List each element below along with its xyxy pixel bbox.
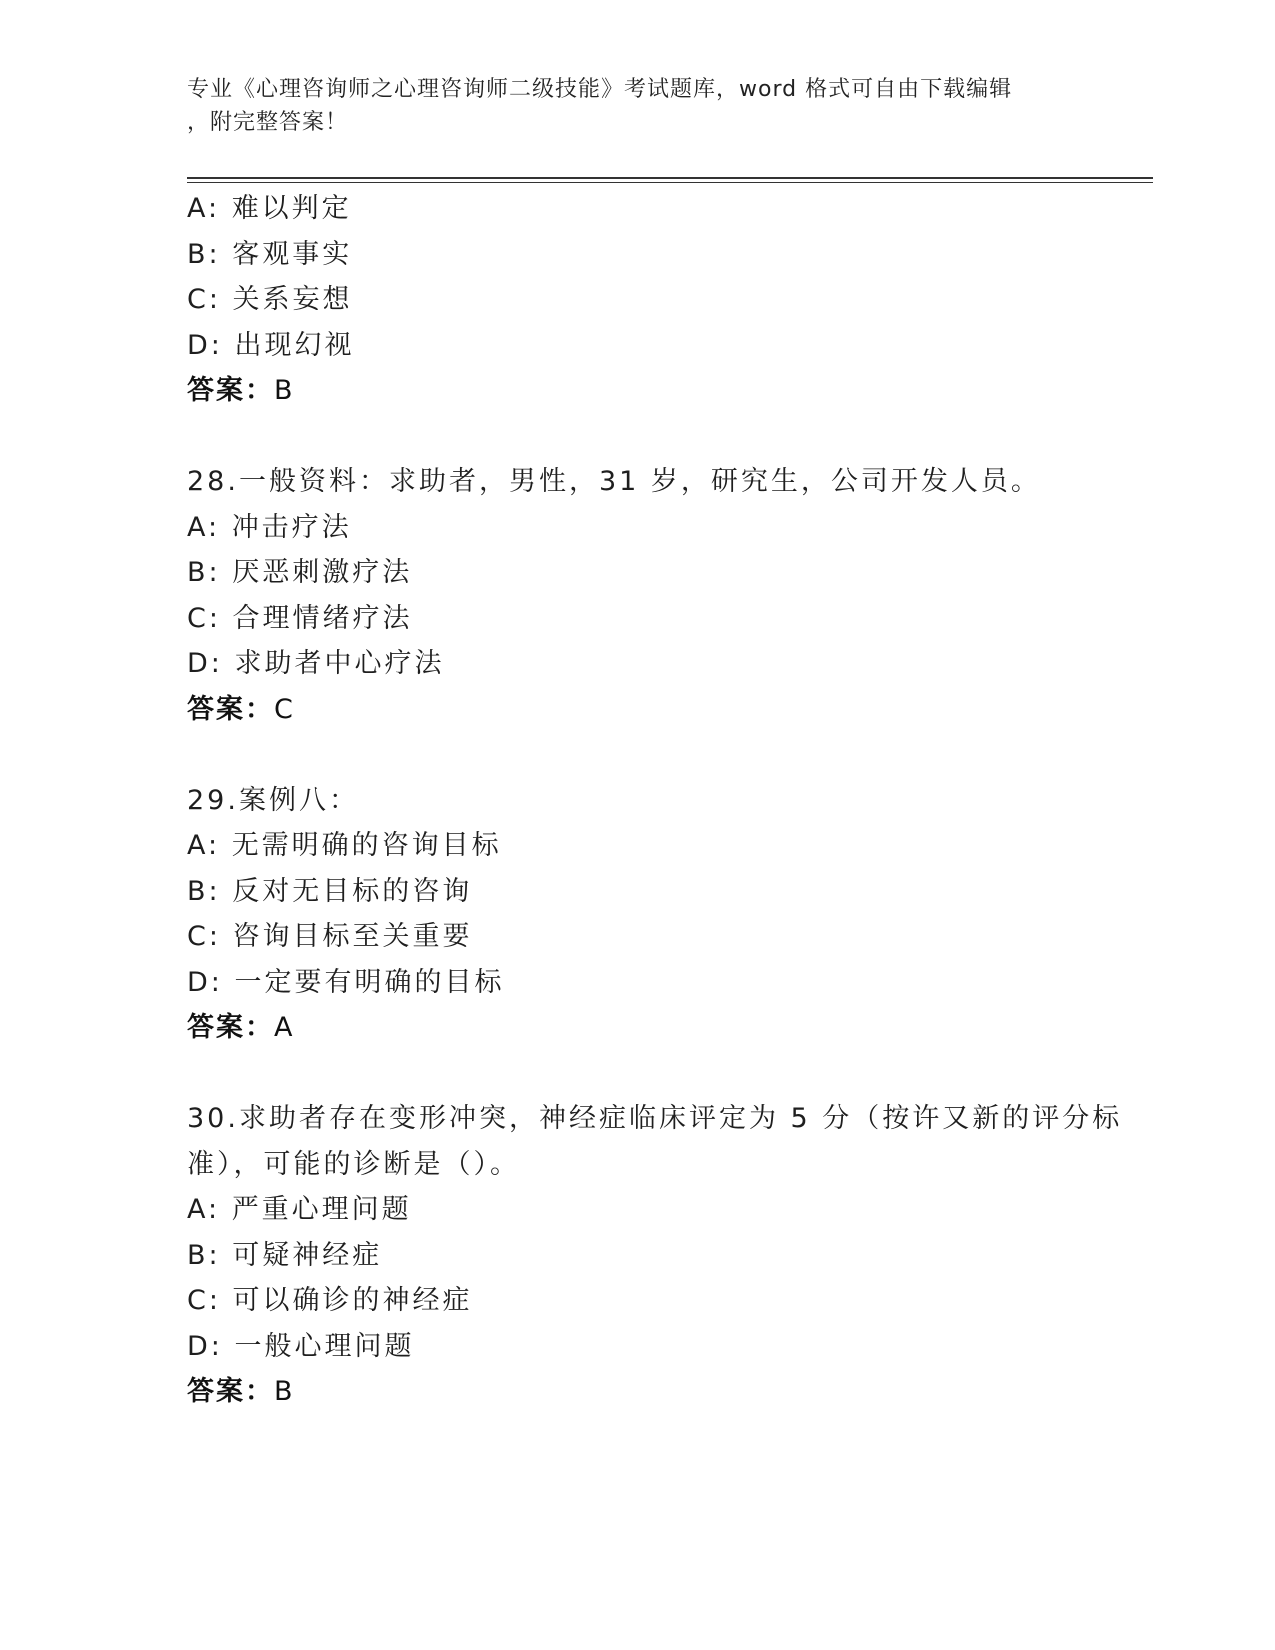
answer-label: 答案：: [187, 1376, 274, 1407]
header-divider-thick: [187, 177, 1153, 179]
question-stem: 30.求助者存在变形冲突，神经症临床评定为 5 分（按许又新的评分标: [187, 1103, 1123, 1134]
option-text: 难以判定: [231, 193, 352, 224]
spacer: [187, 1051, 1087, 1097]
option-letter: B:: [187, 1239, 221, 1271]
answer-value: A: [274, 1012, 294, 1043]
option-letter: D:: [187, 966, 223, 998]
option-letter: C:: [187, 1285, 221, 1316]
option-letter: C:: [187, 284, 221, 315]
header-title-continuation: ，附完整答案！: [187, 110, 349, 135]
answer-value: B: [274, 1376, 294, 1407]
option-text: 出现幻视: [234, 329, 355, 361]
option-letter: B:: [187, 557, 221, 588]
option-d: [187, 1324, 1087, 1370]
option-c: [187, 596, 1087, 642]
answer-label: 答案：: [187, 693, 274, 725]
option-text: 一定要有明确的目标: [234, 966, 505, 998]
question-30-block: [187, 1096, 1123, 1415]
question-stem: 28.一般资料：求助者，男性，31 岁，研究生，公司开发人员。: [187, 466, 1041, 497]
option-text: 反对无目标的咨询: [232, 875, 473, 907]
question-27-block: [187, 186, 1087, 414]
option-text: 无需明确的咨询目标: [231, 830, 502, 861]
header-divider-thin: [187, 182, 1153, 183]
option-text: 关系妄想: [232, 284, 353, 315]
option-text: 厌恶刺激疗法: [232, 557, 413, 588]
question-list: [187, 186, 1123, 1415]
option-b: [187, 869, 1087, 915]
option-letter: A:: [187, 830, 221, 861]
option-b: [187, 550, 1087, 596]
option-letter: C:: [187, 602, 221, 634]
question-stem: 29.案例八：: [187, 784, 359, 816]
answer-line: [187, 1369, 1087, 1415]
option-letter: A:: [187, 1194, 221, 1225]
option-text: 求助者中心疗法: [234, 648, 445, 679]
option-letter: D:: [187, 648, 223, 679]
option-text: 可以确诊的神经症: [232, 1285, 473, 1316]
question-stem-continuation: 准），可能的诊断是（）。: [187, 1148, 520, 1180]
answer-value: C: [274, 693, 294, 725]
answer-line: [187, 368, 1087, 414]
option-c: [187, 277, 1087, 323]
option-a: [187, 1187, 1087, 1233]
option-a: [187, 505, 1087, 551]
option-d: [187, 641, 1087, 687]
option-c: [187, 1278, 1087, 1324]
option-letter: B:: [187, 875, 221, 907]
option-text: 一般心理问题: [234, 1330, 415, 1362]
answer-line: [187, 1005, 1087, 1051]
option-letter: D:: [187, 329, 223, 361]
answer-value: B: [274, 375, 294, 406]
option-c: [187, 914, 1087, 960]
option-text: 客观事实: [232, 238, 353, 270]
answer-line: [187, 687, 1087, 733]
option-letter: B:: [187, 238, 221, 270]
document-header: [187, 73, 1067, 139]
option-d: [187, 323, 1087, 369]
answer-label: 答案：: [187, 1012, 274, 1043]
question-29-block: [187, 778, 1087, 1051]
option-letter: C:: [187, 921, 221, 952]
spacer: [187, 732, 1087, 778]
option-text: 合理情绪疗法: [232, 602, 413, 634]
header-title-line: 专业《心理咨询师之心理咨询师二级技能》考试题库，word 格式可自由下载编辑: [187, 77, 1013, 102]
option-b: [187, 1233, 1087, 1279]
option-letter: D:: [187, 1330, 223, 1362]
option-text: 可疑神经症: [232, 1239, 383, 1271]
answer-label: 答案：: [187, 375, 274, 406]
option-text: 冲击疗法: [231, 511, 352, 543]
option-letter: A:: [187, 193, 221, 224]
option-letter: A:: [187, 511, 221, 543]
option-text: 咨询目标至关重要: [232, 921, 473, 952]
option-a: [187, 186, 1087, 232]
option-d: [187, 960, 1087, 1006]
option-b: [187, 232, 1087, 278]
spacer: [187, 414, 1087, 460]
option-text: 严重心理问题: [231, 1194, 412, 1225]
question-28-block: [187, 459, 1087, 732]
option-a: [187, 823, 1087, 869]
